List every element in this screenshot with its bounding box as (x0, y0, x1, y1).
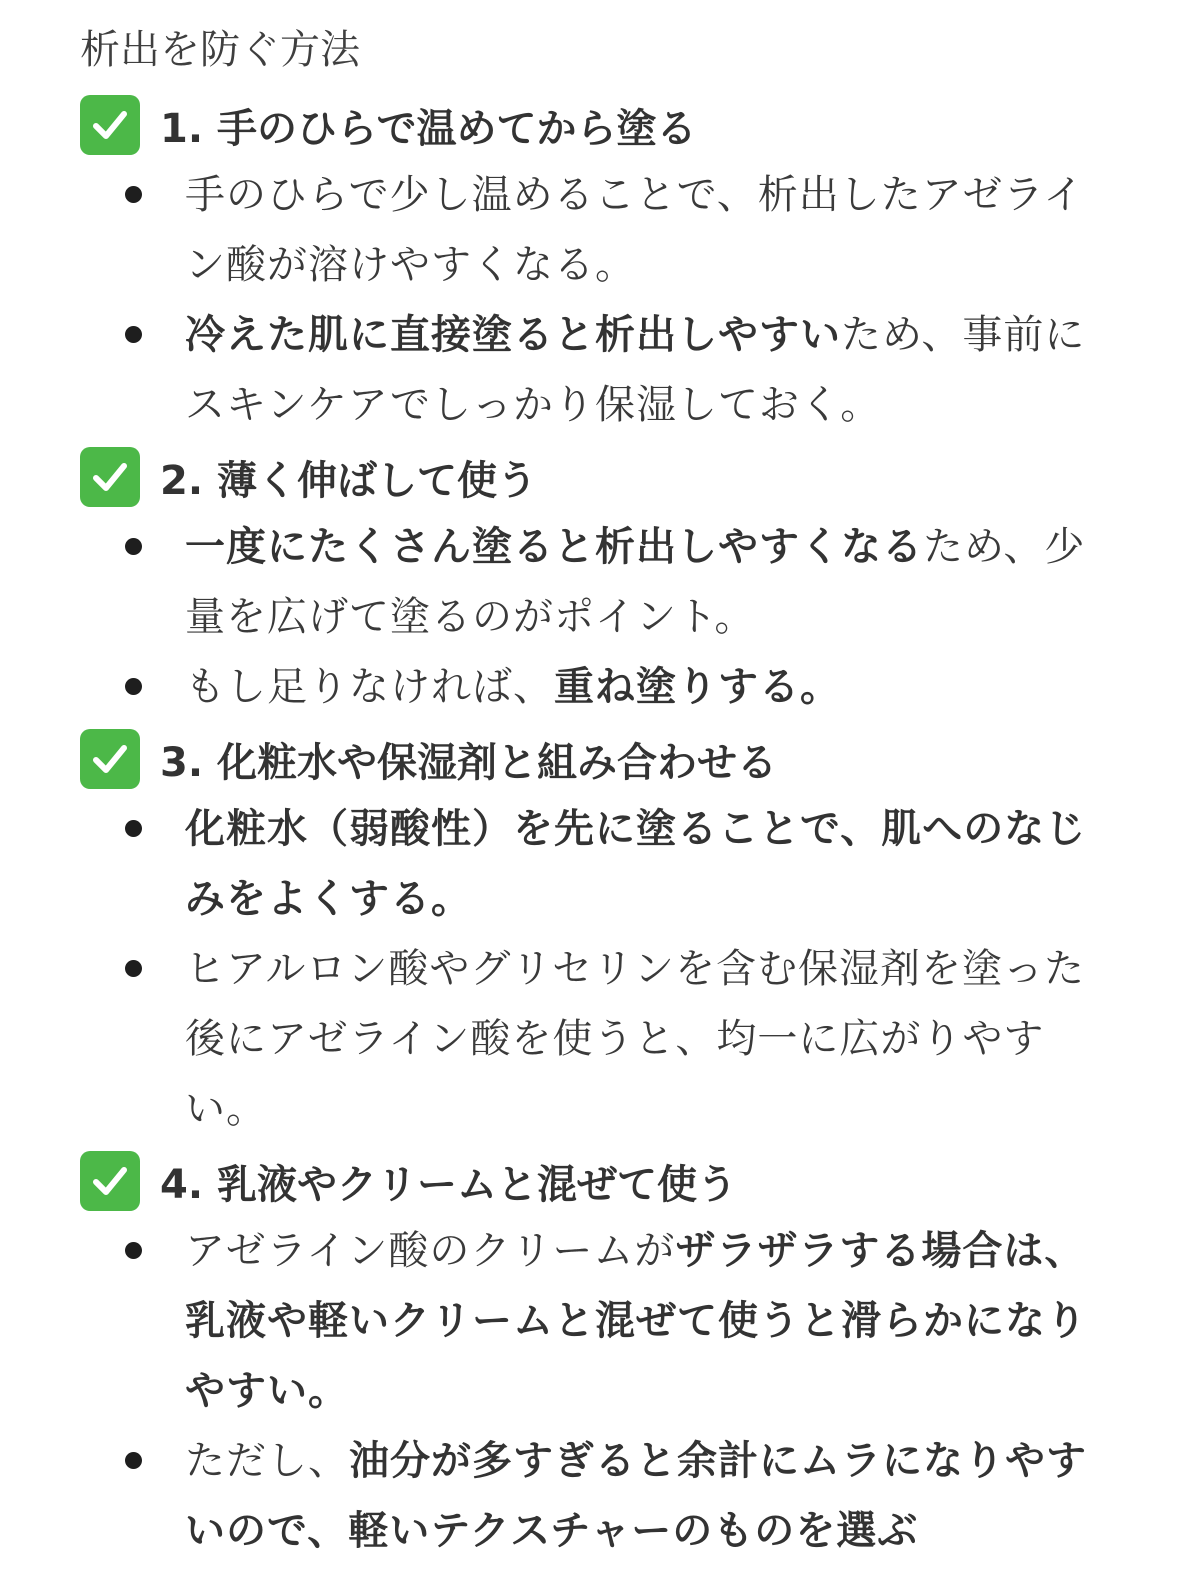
bullet-list (80, 160, 1090, 440)
body-text: アゼライン酸のクリームが (185, 1228, 676, 1274)
page-title: 析出を防ぐ方法 (80, 27, 360, 73)
section-3 (80, 724, 1090, 1144)
body-text: ため、事前にスキンケアでしっかり保湿しておく。 (185, 312, 1086, 428)
bullet-dot-icon (125, 1242, 142, 1259)
list-item (80, 300, 1090, 440)
emphasis-text: 化粧水（弱酸性）を先に塗ることで、肌へのなじみをよくする。 (185, 806, 1087, 922)
emphasis-text: ザラザラする場合は、乳液や軽いクリームと混ぜて使うと滑らかになりやすい。 (185, 1228, 1087, 1414)
section-1 (80, 90, 1090, 440)
list-item (80, 512, 1090, 652)
bullet-list (80, 1216, 1090, 1566)
section-heading (80, 442, 1090, 512)
bullet-list (80, 794, 1090, 1144)
bullet-dot-icon (125, 820, 142, 837)
document-body (80, 22, 1090, 1566)
body-text: もし足りなければ、 (185, 664, 554, 710)
bullet-dot-icon (125, 960, 142, 977)
section-heading (80, 1146, 1090, 1216)
section-2 (80, 442, 1090, 722)
emphasis-text: 一度にたくさん塗ると析出しやすくなる (185, 524, 923, 570)
body-text: 手のひらで少し温めることで、析出したアゼライン酸が溶けやすくなる。 (185, 172, 1085, 288)
section-list (80, 90, 1090, 1566)
list-item (80, 160, 1090, 300)
body-text: ヒアルロン酸やグリセリンを含む保湿剤を塗った後にアゼライン酸を使うと、均一に広がりやすい。 (185, 946, 1085, 1132)
body-text: ため、少量を広げて塗るのがポイント。 (185, 524, 1086, 640)
bullet-dot-icon (125, 678, 142, 695)
body-text: ただし、 (185, 1438, 349, 1484)
emphasis-text: 油分が多すぎると余計にムラになりやすいので、軽いテクスチャーのものを選ぶ (185, 1438, 1087, 1554)
list-item (80, 1216, 1090, 1426)
section-heading-text: 4. 乳液やクリームと混ぜて使う (160, 1161, 737, 1208)
section-4 (80, 1146, 1090, 1566)
check-mark-icon (80, 95, 140, 155)
check-mark-icon (80, 729, 140, 789)
check-mark-icon (80, 1151, 140, 1211)
list-item (80, 652, 1090, 722)
list-item (80, 934, 1090, 1144)
section-heading-text: 1. 手のひらで温めてから塗る (160, 105, 697, 152)
section-heading-text: 3. 化粧水や保湿剤と組み合わせる (160, 739, 777, 786)
section-heading (80, 90, 1090, 160)
emphasis-text: 重ね塗りする。 (554, 664, 841, 710)
bullet-dot-icon (125, 326, 142, 343)
section-heading-text: 2. 薄く伸ばして使う (160, 457, 537, 504)
check-mark-icon (80, 447, 140, 507)
bullet-list (80, 512, 1090, 722)
list-item (80, 1426, 1090, 1566)
list-item (80, 794, 1090, 934)
bullet-dot-icon (125, 1452, 142, 1469)
bullet-dot-icon (125, 538, 142, 555)
emphasis-text: 冷えた肌に直接塗ると析出しやすい (185, 312, 841, 358)
bullet-dot-icon (125, 186, 142, 203)
section-heading (80, 724, 1090, 794)
